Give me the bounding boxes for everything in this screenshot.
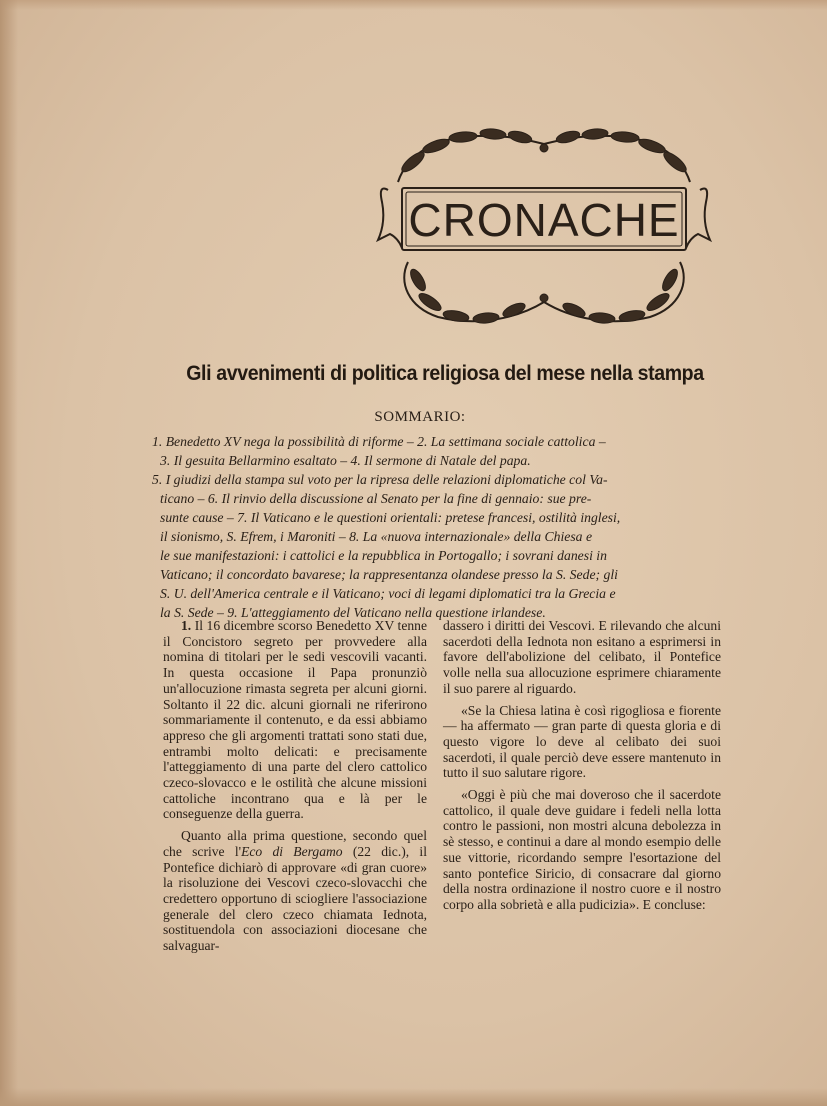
summary-line: sunte cause – 7. Il Vaticano e le questioni orientali: pretese francesi, ostilità inglesi, (160, 510, 621, 525)
section-number: 1. (181, 618, 192, 633)
summary-line: il sionismo, S. Efrem, i Maroniti – 8. La «nuova internazionale» della Chiesa e (160, 529, 593, 544)
paragraph: «Oggi è più che mai doveroso che il sacerdote cattolico, il quale deve guidare i fedeli nella lotta contro le passioni, non mostri alcuna debolezza in sè stesso, e continui a dare al mondo esempio delle sue vittorie, ricordando sempre l'esortazione del santo pontefice Siricio, di consacrare dal giorno della nostra ordinazione il nostro cuore e il nostro corpo alla sobrietà e alla pudicizia». E concluse: (443, 787, 721, 912)
page-edge-top (0, 0, 827, 10)
summary-line: le sue manifestazioni: i cattolici e la repubblica in Portogallo; i sovrani danesi in (160, 548, 607, 563)
summary-line: la S. Sede – 9. L'atteggiamento del Vaticano nella questione irlandese. (160, 605, 546, 620)
summary-line: Vaticano; il concordato bavarese; la rappresentanza olandese presso la S. Sede; gli (160, 567, 618, 582)
page-edge-bottom (0, 1088, 827, 1106)
laurel-top-ornament-icon (398, 128, 690, 182)
article-column-right (443, 618, 721, 919)
summary-line: S. U. dell'America centrale e il Vaticano; voci di legami diplomatici tra la Grecia e (160, 586, 616, 601)
article-column-left (163, 618, 427, 960)
paragraph-text: Il 16 dicembre scorso Benedetto XV tenne il Concistoro segreto per provvedere alla nomina di titolari per le sedi vescovili vacanti. In questa occasione il Papa pronunziò un'allocuzione rimasta segreta per alcuni giorni. Soltanto il 22 dic. alcuni giornali ne riferirono sommariamente il contenuto, e da essi abbiamo appreso che gli argomenti trattati sono stati due, entrambi molto delicati: e precisamente l'atteggiamento di una parte del clero cattolico czeco-slovacco e le ostilità che alcune missioni cattoliche incontrano qua e là per le conseguenze della guerra. (163, 618, 427, 822)
summary-line: ticano – 6. Il rinvio della discussione al Senato per la fine di gennaio: sue pre- (160, 491, 592, 506)
article-headline: Gli avvenimenti di politica religiosa del mese nella stampa (186, 362, 704, 385)
cronache-emblem (368, 122, 720, 328)
paragraph (163, 618, 427, 822)
newspaper-title: Eco di Bergamo (241, 843, 343, 859)
summary-line: 1. Benedetto XV nega la possibilità di riforme – 2. La settimana sociale cattolica – (152, 434, 606, 449)
page-edge-left (0, 0, 18, 1106)
summary-title: SOMMARIO: (374, 409, 466, 425)
emblem-title: CRONACHE (408, 194, 680, 246)
paragraph: «Se la Chiesa latina è così rigogliosa e fiorente — ha affermato — gran parte di questa gloria e di questo vigore lo deve al celibato dei suoi sacerdoti, il quale perciò deve essere mantenuto in tutto il suo salutare rigore. (443, 702, 721, 781)
paragraph (163, 828, 427, 954)
summary-line: 5. I giudizi della stampa sul voto per la ripresa delle relazioni diplomatiche col Va- (152, 472, 608, 487)
paragraph-text: (22 dic.), il Pontefice dichiarò di approvare «di gran cuore» la risoluzione dei Vescovi czeco-slovacchi che credettero opportuno di sciogliere l'associazione generale del clero czeco chiamata Iednota, sostituendola con associazioni diocesane che salvaguar- (163, 843, 427, 954)
laurel-bottom-ornament-icon (404, 262, 684, 324)
paragraph: dassero i diritti dei Vescovi. E rilevando che alcuni sacerdoti della Iednota non esitano a esprimersi in favore dell'abolizione del celibato, il Pontefice volle nella sua allocuzione esprimere chiaramente il suo parere al riguardo. (443, 618, 721, 696)
summary-line: 3. Il gesuita Bellarmino esaltato – 4. Il sermone di Natale del papa. (160, 453, 531, 468)
paragraph-text: Quanto alla prima questione, secondo quel che scrive l' (163, 828, 427, 859)
summary-list (152, 432, 727, 622)
